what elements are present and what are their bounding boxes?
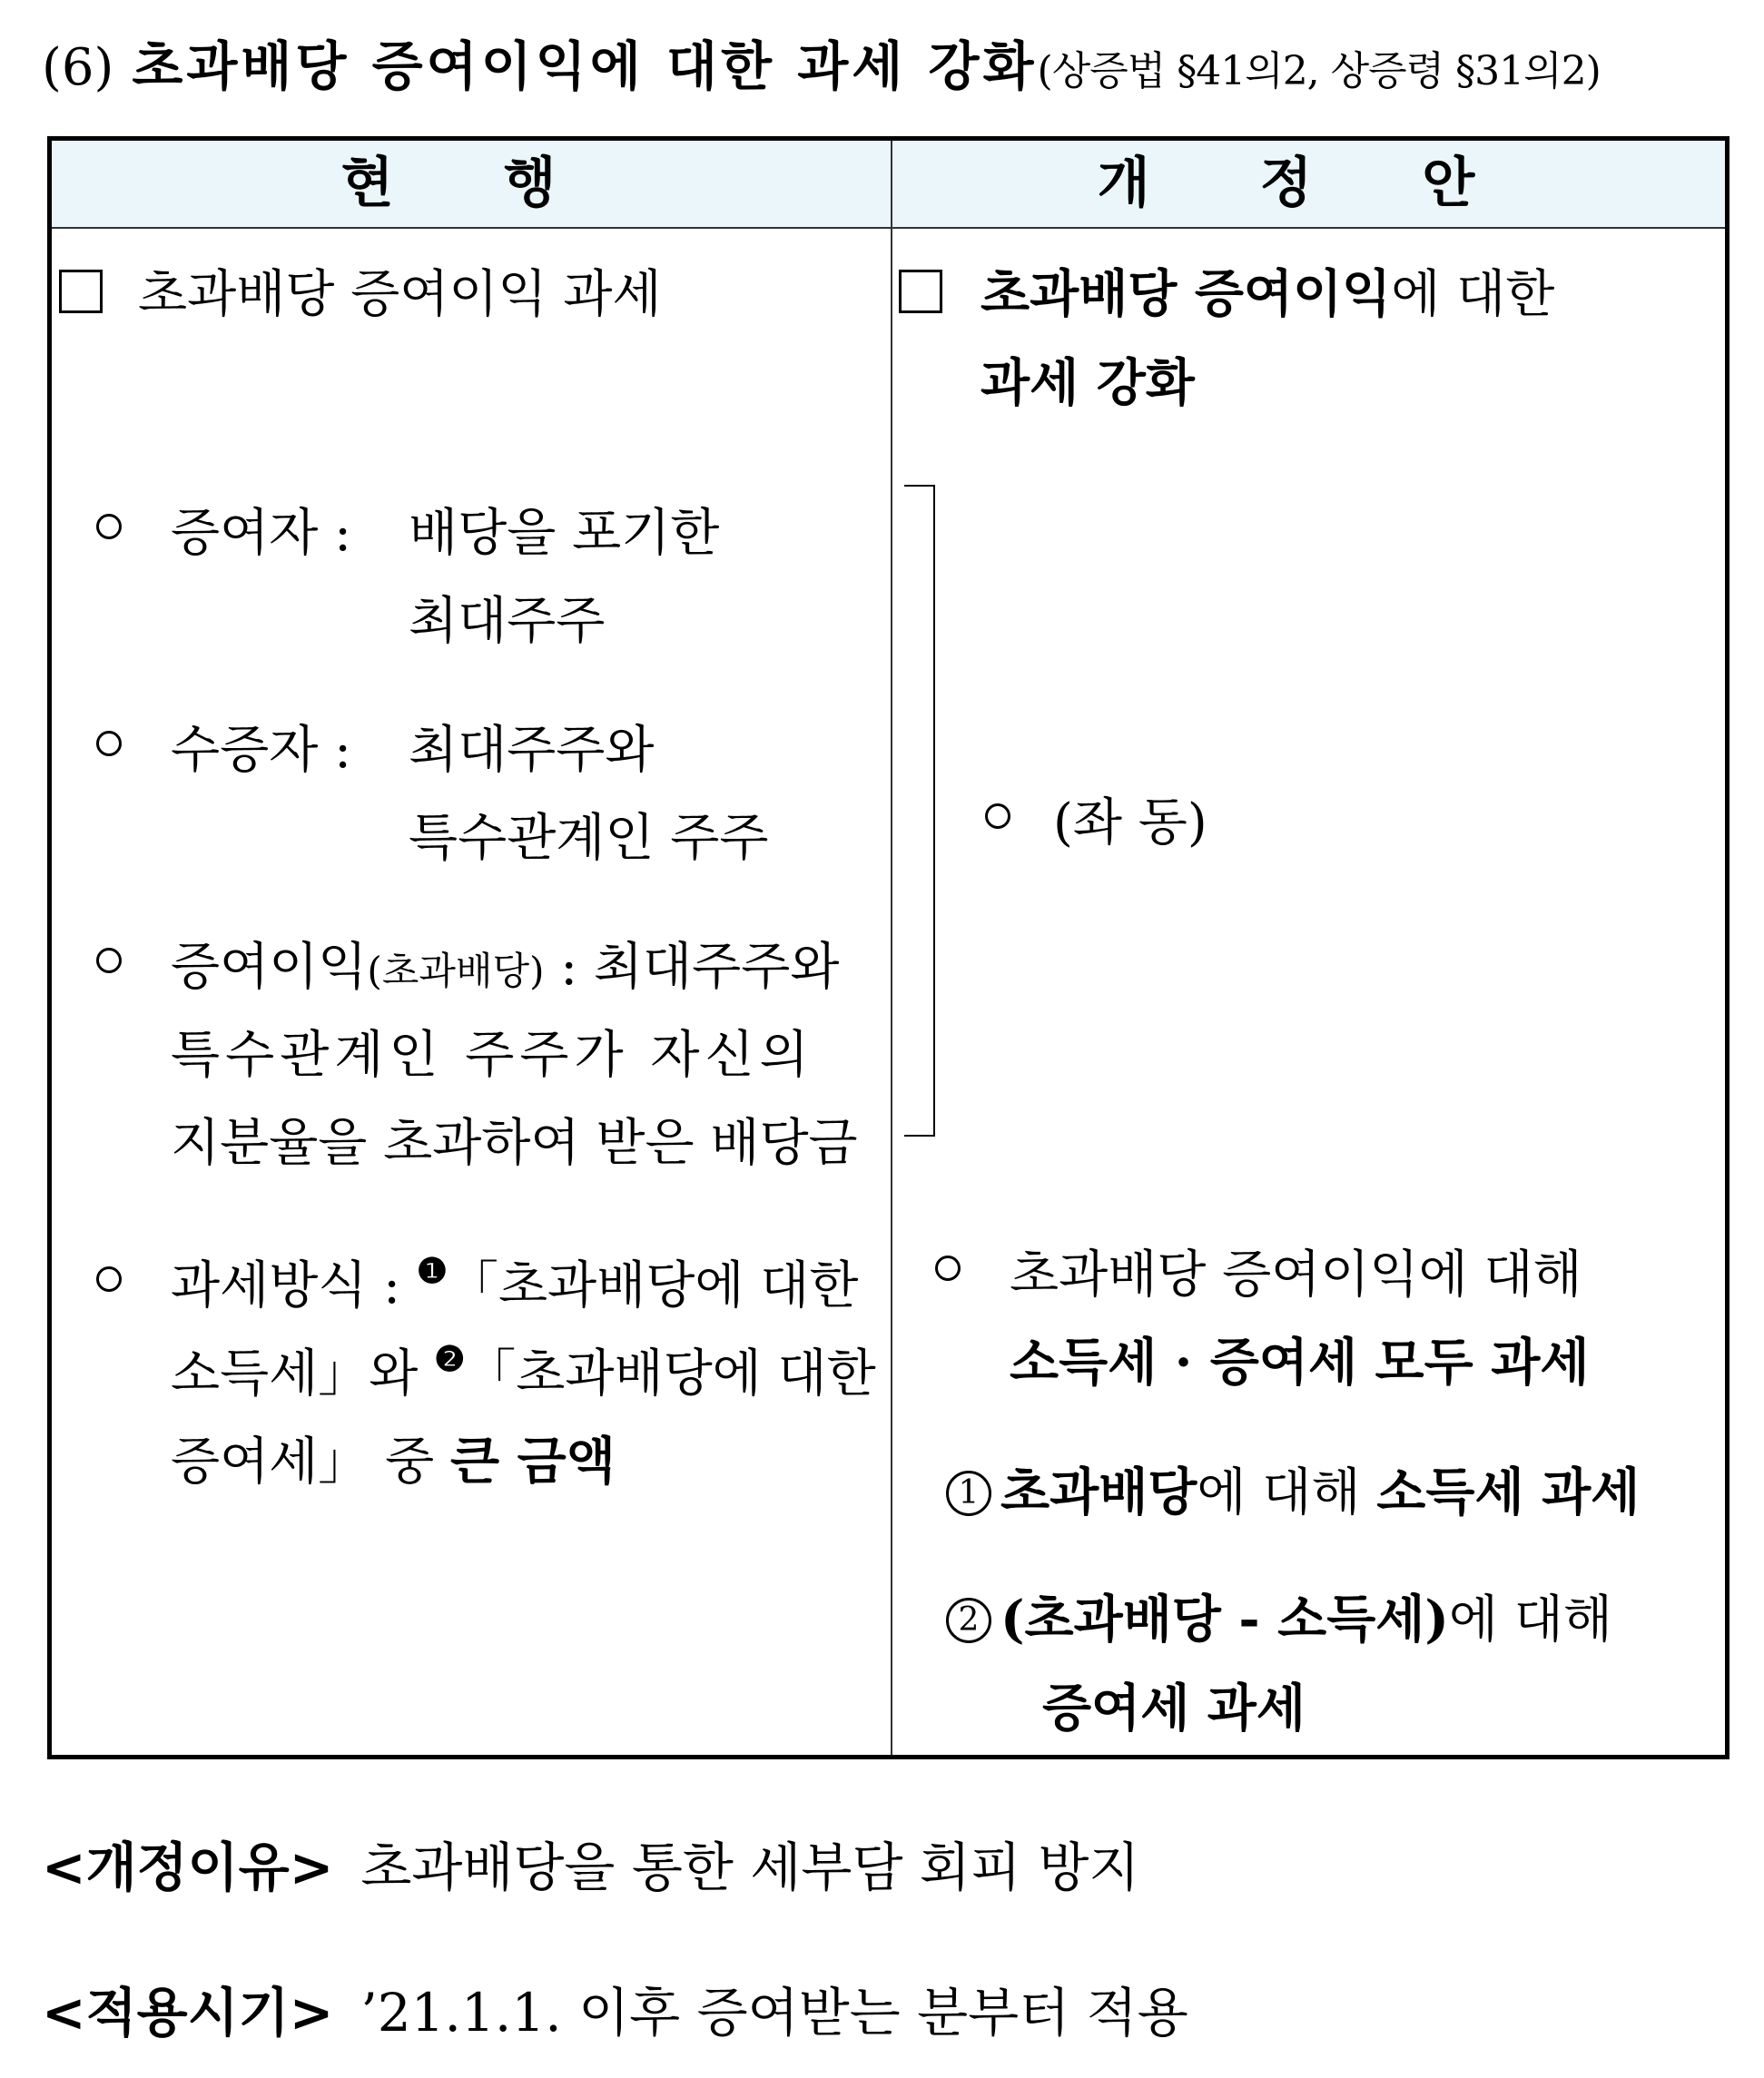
gain-line2: 특수관계인 주주가 자신의 [171, 1026, 814, 1085]
section-title [42, 24, 1739, 100]
reason-text: 초과배당을 통한 세부담 회피 방지 [360, 1837, 1140, 1898]
law-reference: (상증법 §41의2, 상증령 §31의2) [1037, 48, 1601, 94]
proposed-heading-line2: 과세 강화 [981, 353, 1195, 413]
item1-line [946, 1453, 1640, 1525]
apply-text: ’21.1.1. 이후 증여받는 분부터 적용 [360, 1982, 1188, 2044]
method-line3 [171, 1422, 616, 1494]
proposed-heading-rest: 에 대한 [1391, 265, 1555, 324]
bullet-circle-icon [935, 1256, 961, 1281]
item1-bold1: 초과배당 [1000, 1462, 1197, 1522]
header-current: 현 행 [340, 152, 602, 215]
method-item2a: 「초과배당에 대한 [465, 1344, 876, 1403]
apply-label: <적용시기> [42, 1982, 334, 2044]
apply-row [42, 1970, 1188, 2046]
checkbox-square-icon [899, 270, 942, 313]
bracket-line [904, 485, 935, 1137]
checkbox-square-icon [59, 270, 103, 313]
marker-1: ❶ [416, 1250, 448, 1291]
gain-paren: (초과배당) [367, 949, 545, 993]
tax-line2: 소득세 · 증여세 모두 과세 [1010, 1333, 1590, 1393]
bullet-circle-icon [96, 514, 122, 539]
item2-bold: (초과배당 - 소득세) [1000, 1590, 1449, 1650]
proposed-heading-bold: 초과배당 증여이익 [981, 264, 1392, 324]
donor-line2: 최대주주 [409, 592, 606, 651]
item1-mid: 에 대해 [1197, 1463, 1361, 1522]
gain-rest: : 최대주주와 [560, 938, 840, 997]
proposed-heading [981, 254, 1554, 327]
donor-label: 증여자 : [171, 504, 351, 563]
current-heading: 초과배당 증여이익 과세 [138, 265, 662, 324]
method-item1b: 소득세」와 [171, 1344, 419, 1403]
donee-label: 수증자 : [171, 721, 351, 780]
gain-line3: 지분율을 초과하여 받은 배당금 [171, 1114, 858, 1173]
bullet-circle-icon [96, 731, 122, 756]
method-item2c: 큰 금액 [450, 1432, 616, 1492]
donee-line1: 최대주주와 [409, 721, 655, 780]
circled-number-2: 2 [946, 1598, 991, 1643]
bullet-circle-icon [985, 803, 1010, 829]
item1-bold2: 소득세 과세 [1376, 1462, 1641, 1522]
header-proposed: 개 정 안 [1097, 152, 1521, 215]
item2-line2: 증여세 과세 [1042, 1679, 1306, 1738]
method-item1a: 「초과배당에 대한 [447, 1256, 859, 1315]
reason-row [42, 1825, 1139, 1901]
method-line2 [171, 1334, 876, 1406]
same-as-left: (좌 동) [1053, 793, 1207, 852]
tax-line1: 초과배당 증여이익에 대해 [1010, 1246, 1582, 1305]
donee-line2: 특수관계인 주주 [409, 809, 769, 868]
gain-label: 증여이익 [171, 938, 368, 997]
circled-number-1: 1 [946, 1471, 991, 1516]
bullet-circle-icon [96, 948, 122, 973]
table-header [52, 141, 1725, 229]
column-divider [891, 141, 892, 1755]
donor-line1: 배당을 포기한 [409, 504, 720, 563]
section-main-title: 초과배당 증여이익에 대한 과세 강화 [132, 35, 1038, 97]
gain-line1 [171, 927, 839, 1000]
method-item2b: 증여세」 중 [171, 1433, 435, 1492]
marker-2: ❷ [434, 1338, 466, 1379]
item2-line [946, 1580, 1612, 1652]
section-number: (6) [42, 38, 114, 97]
bullet-circle-icon [96, 1266, 122, 1292]
method-line1 [171, 1246, 858, 1318]
reason-label: <개정이유> [42, 1837, 334, 1898]
method-label: 과세방식 : [171, 1256, 401, 1315]
item2-rest: 에 대해 [1448, 1591, 1612, 1650]
